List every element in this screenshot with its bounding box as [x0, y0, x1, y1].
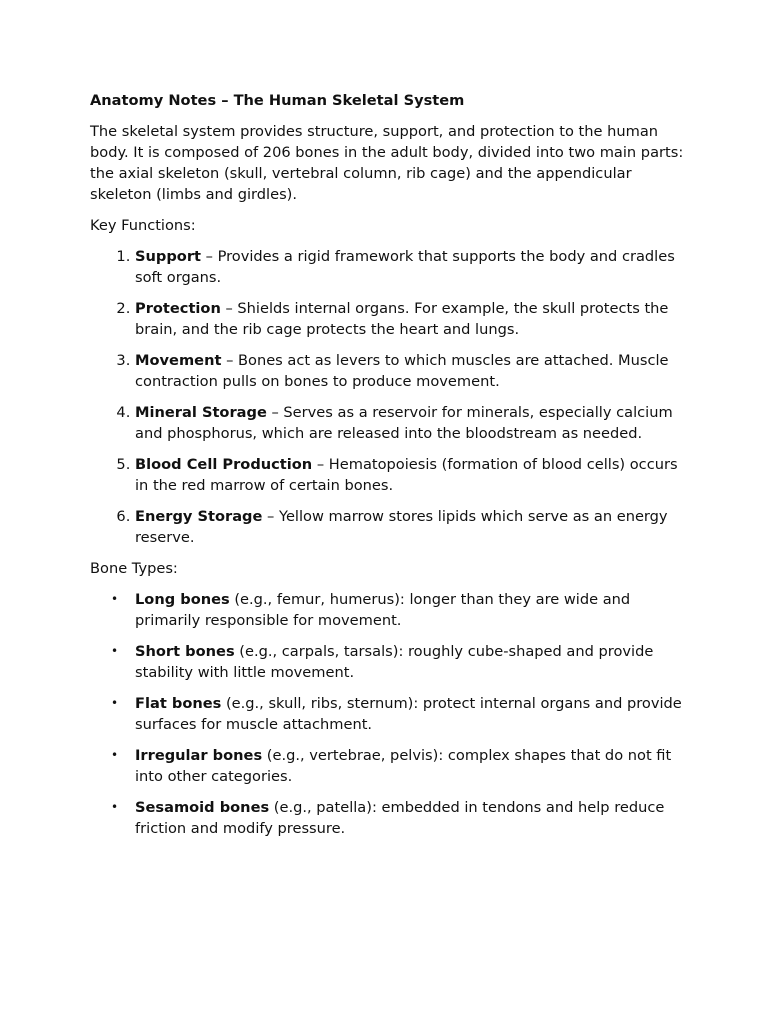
- list-item-text: – Bones act as levers to which muscles are attached. Muscle contraction pulls on bones to produce movement.: [135, 352, 669, 390]
- list-item-term: Movement: [135, 352, 222, 369]
- list-item-protection: [135, 298, 690, 340]
- list-item-text: (e.g., carpals, tarsals): roughly cube-shaped and provide stability with little movement.: [135, 643, 654, 681]
- list-item-flat-bones: [111, 693, 690, 735]
- list-item-text: – Provides a rigid framework that supports the body and cradles soft organs.: [135, 248, 675, 286]
- bullet-icon: •: [111, 644, 119, 658]
- list-item-long-bones: [111, 589, 690, 631]
- page-title: Anatomy Notes – The Human Skeletal System: [90, 92, 465, 109]
- list-item-text: (e.g., skull, ribs, sternum): protect internal organs and provide surfaces for muscle attachment.: [135, 695, 682, 733]
- list-item-term: Support: [135, 248, 201, 265]
- list-item-term: Protection: [135, 300, 221, 317]
- list-item-term: Irregular bones: [135, 747, 263, 764]
- list-item-blood-cell-production: [135, 454, 690, 496]
- list-item-text: (e.g., femur, humerus): longer than they are wide and primarily responsible for movement.: [135, 591, 631, 629]
- list-item-irregular-bones: [111, 745, 690, 787]
- intro-paragraph: The skeletal system provides structure, support, and protection to the human body. It is composed of 206 bones in the adult body, divided into two main parts: the axial skeleton (skull, vertebral column, rib cage) and the appendicular skeleton (limbs and girdles).: [90, 123, 684, 203]
- list-item-mineral-storage: [135, 402, 690, 444]
- list-item-text: (e.g., vertebrae, pelvis): complex shapes that do not fit into other categories.: [135, 747, 672, 785]
- list-item-text: – Serves as a reservoir for minerals, especially calcium and phosphorus, which are released into the bloodstream as needed.: [135, 404, 673, 442]
- list-item-term: Flat bones: [135, 695, 222, 712]
- bullet-icon: •: [111, 800, 119, 814]
- list-item-term: Short bones: [135, 643, 235, 660]
- list-item-text: – Hematopoiesis (formation of blood cells) occurs in the red marrow of certain bones.: [135, 456, 678, 494]
- functions-list: [90, 246, 690, 548]
- list-item-text: – Yellow marrow stores lipids which serve as an energy reserve.: [135, 508, 668, 546]
- list-item-short-bones: [111, 641, 690, 683]
- bullet-icon: •: [111, 748, 119, 762]
- bone-types-list: [90, 589, 690, 839]
- bullet-icon: •: [111, 592, 119, 606]
- list-item-text: – Shields internal organs. For example, the skull protects the brain, and the rib cage protects the heart and lungs.: [135, 300, 669, 338]
- list-item-term: Mineral Storage: [135, 404, 267, 421]
- list-item-support: [135, 246, 690, 288]
- types-heading: Bone Types:: [90, 560, 178, 577]
- document-body: [90, 90, 690, 849]
- list-item-term: Sesamoid bones: [135, 799, 270, 816]
- list-item-term: Long bones: [135, 591, 230, 608]
- list-item-term: Blood Cell Production: [135, 456, 313, 473]
- functions-heading: Key Functions:: [90, 217, 196, 234]
- list-item-energy-storage: [135, 506, 690, 548]
- list-item-term: Energy Storage: [135, 508, 263, 525]
- list-item-movement: [135, 350, 690, 392]
- list-item-text: (e.g., patella): embedded in tendons and help reduce friction and modify pressure.: [135, 799, 665, 837]
- bullet-icon: •: [111, 696, 119, 710]
- list-item-sesamoid-bones: [111, 797, 690, 839]
